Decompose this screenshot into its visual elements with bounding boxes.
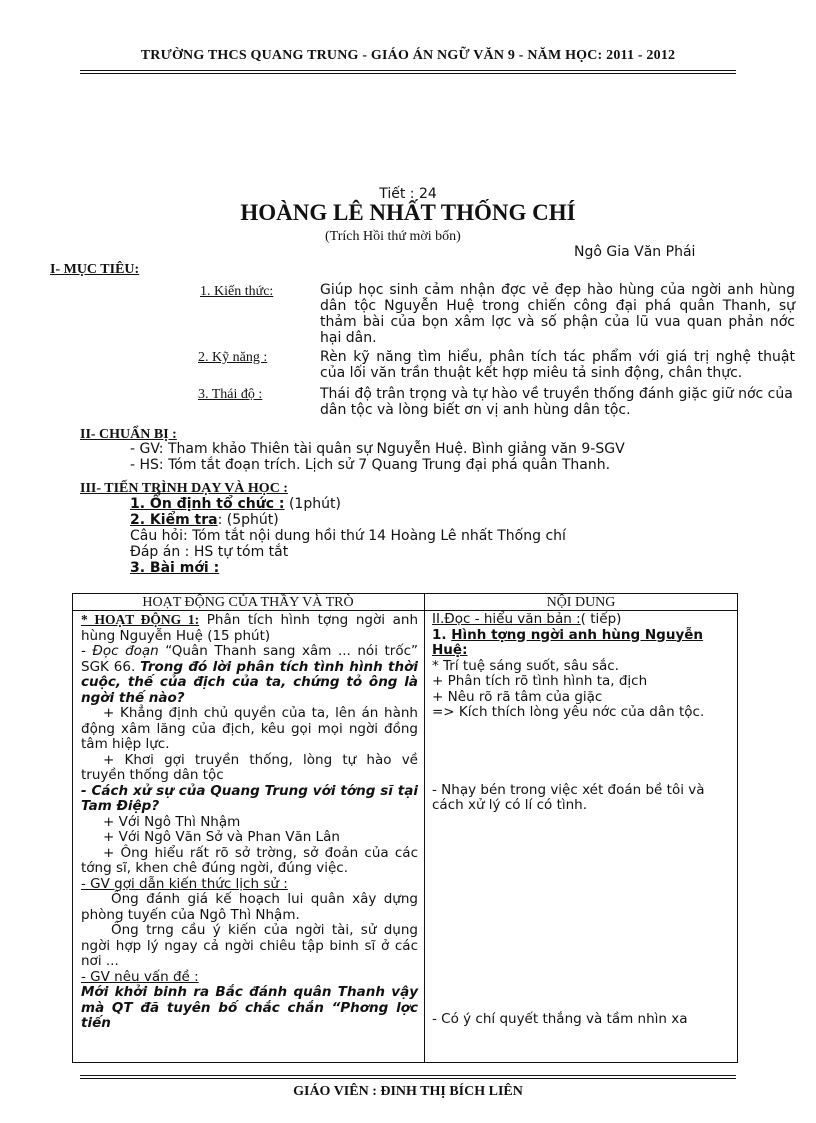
content-section-label: II.Đọc - hiểu văn bản : [432, 611, 581, 627]
page-footer: GIÁO VIÊN : ĐINH THỊ BÍCH LIÊN [293, 1084, 523, 1099]
point-2: + Khơi gợi truyền thống, lòng tự hào về truyền thống dân tộc [81, 751, 418, 783]
process-steps [130, 496, 566, 576]
point-5: + Ông hiểu rất rõ sở trờng, sở đoản của các tớng sĩ, khen chê đúng ngời, đúng việc. [81, 844, 418, 876]
skill-label: 2. Kỹ năng : [198, 350, 268, 365]
hint-1: Ông đánh giá kế hoạch lui quân xây dựng phòng tuyến của Ngô Thì Nhậm. [81, 891, 418, 923]
knowledge-label: 1. Kiến thức: [200, 284, 274, 299]
point-4: + Với Ngô Văn Sở và Phan Văn Lân [103, 829, 340, 845]
content-r2: + Phân tích rõ tình hình ta, địch [432, 673, 648, 689]
content-r6: - Có ý chí quyết thắng và tầm nhìn xa [432, 1010, 688, 1027]
page-header: TRƯỜNG THCS QUANG TRUNG - GIÁO ÁN NGỮ VĂN 9 - NĂM HỌC: 2011 - 2012 [140, 48, 676, 63]
preparation-gv: - GV: Tham khảo Thiên tài quân sự Nguyễn Huệ. Bình giảng văn 9-SGV [130, 441, 625, 457]
footer-rule-thin [80, 1075, 736, 1076]
section-process-heading: III- TIẾN TRÌNH DẠY VÀ HỌC : [80, 481, 288, 496]
section-preparation-heading: II- CHUẨN BỊ : [80, 427, 177, 442]
table-left-column [81, 612, 418, 1032]
content-r4: => Kích thích lòng yêu nớc của dân tộc. [432, 704, 705, 720]
attitude-text: Thái độ trân trọng và tự hào về truyền thống đánh giặc giữ nớc của dân tộc và lòng biết ơn vị anh hùng dân tộc. [320, 386, 793, 418]
header-rule [80, 70, 736, 71]
gv-hint: - GV gợi dẫn kiến thức lịch sử : [81, 875, 288, 892]
table-right-column [432, 612, 732, 1027]
table-header-content: NỘI DUNG [546, 595, 616, 610]
attitude-label: 3. Thái độ : [198, 387, 263, 402]
reading-prefix: - Đọc đoạn [81, 643, 159, 659]
content-r1: * Trí tuệ sáng suốt, sâu sắc. [432, 657, 619, 674]
content-section [432, 612, 732, 628]
step-3 [130, 560, 566, 576]
review-answer: Đáp án : HS tự tóm tắt [130, 544, 289, 560]
step-2-label: 2. Kiểm tra [130, 512, 218, 528]
preparation-list [130, 441, 625, 473]
content-r5: - Nhạy bén trong việc xét đoán bề tôi và cách xử lý có lí có tình. [432, 781, 705, 813]
table-header-activities: HOẠT ĐỘNG CỦA THẦY VÀ TRÒ [142, 595, 354, 610]
lesson-title: HOÀNG LÊ NHẤT THỐNG CHÍ [240, 200, 576, 225]
footer-rule [80, 1078, 736, 1079]
step-3-label: 3. Bài mới : [130, 560, 220, 576]
section-objectives-heading: I- MỤC TIÊU: [50, 262, 140, 277]
header-rule-thin [80, 73, 736, 74]
knowledge-text: Giúp học sinh cảm nhận đợc vẻ đẹp hào hùng của ngời anh hùng dân tộc Nguyễn Huệ trong chiến công đại phá quân Thanh, sự thảm bài của bọn xâm lợc và số phận của lũ vua quan phản nớc hại dân. [320, 282, 795, 346]
review-question: Câu hỏi: Tóm tắt nội dung hồi thứ 14 Hoàng Lê nhất Thống chí [130, 528, 566, 544]
question-2: - Cách xử sự của Quang Trung với tớng sĩ tại Tam Điệp? [81, 782, 418, 814]
activity-1 [81, 612, 418, 644]
step-2 [130, 512, 566, 528]
hint-2: Ông trng cầu ý kiến của ngời tài, sử dụng ngời hợp lý ngay cả ngời chiêu tập binh sĩ ở các nơi ... [81, 922, 418, 969]
step-1-label: 1. Ổn định tổ chức : [130, 496, 285, 512]
content-subsection [432, 628, 732, 659]
table-column-divider [424, 593, 425, 1063]
gv-issue: - GV nêu vấn đề : [81, 968, 199, 985]
lesson-author: Ngô Gia Văn Phái [574, 244, 696, 260]
step-1-time: (1phút) [284, 496, 341, 512]
activity-1-label: * HOẠT ĐỘNG 1: [81, 612, 200, 627]
point-1: + Khẳng định chủ quyền của ta, lên án hành động xâm lăng của địch, kêu gọi mọi ngời đồng tâm hiệp lực. [81, 705, 418, 752]
reading-quote: “Quân Thanh sang xâm ... nói trốc” SGK 66. [81, 643, 418, 675]
table-header-rule [72, 610, 738, 611]
preparation-hs: - HS: Tóm tắt đoạn trích. Lịch sử 7 Quang Trung đại phá quân Thanh. [130, 457, 611, 473]
skill-text: Rèn kỹ năng tìm hiểu, phân tích tác phẩm với giá trị nghệ thuật của lối văn trần thuật kết hợp miêu tả sinh động, chân thực. [320, 349, 795, 381]
step-1 [130, 496, 566, 512]
point-3: + Với Ngô Thì Nhậm [103, 813, 241, 830]
reading-instruction [81, 644, 418, 706]
content-section-suffix: ( tiếp) [580, 611, 622, 627]
step-2-time: : (5phút) [217, 512, 279, 528]
lesson-number: Tiết : 24 [379, 186, 437, 202]
reading-question: Trong đó lời phân tích tình hình thời cuộc, thế của địch của ta, chứng tỏ ông là ngời thế nào? [81, 658, 418, 706]
lesson-subtitle: (Trích Hồi thứ mời bốn) [325, 229, 461, 244]
content-r3: + Nêu rõ rã tâm của giặc [432, 688, 603, 705]
activity-1-text: Phân tích hình tợng ngời anh hùng Nguyễn Huệ (15 phút) [81, 612, 418, 644]
content-subsection-label: Hình tợng ngời anh hùng Nguyễn Huệ: [432, 626, 704, 658]
content-subsection-number: 1. [432, 626, 452, 643]
issue-text: Mới khởi binh ra Bắc đánh quân Thanh vậy mà QT đã tuyên bố chắc chắn “Phơng lợc tiến [81, 984, 418, 1031]
